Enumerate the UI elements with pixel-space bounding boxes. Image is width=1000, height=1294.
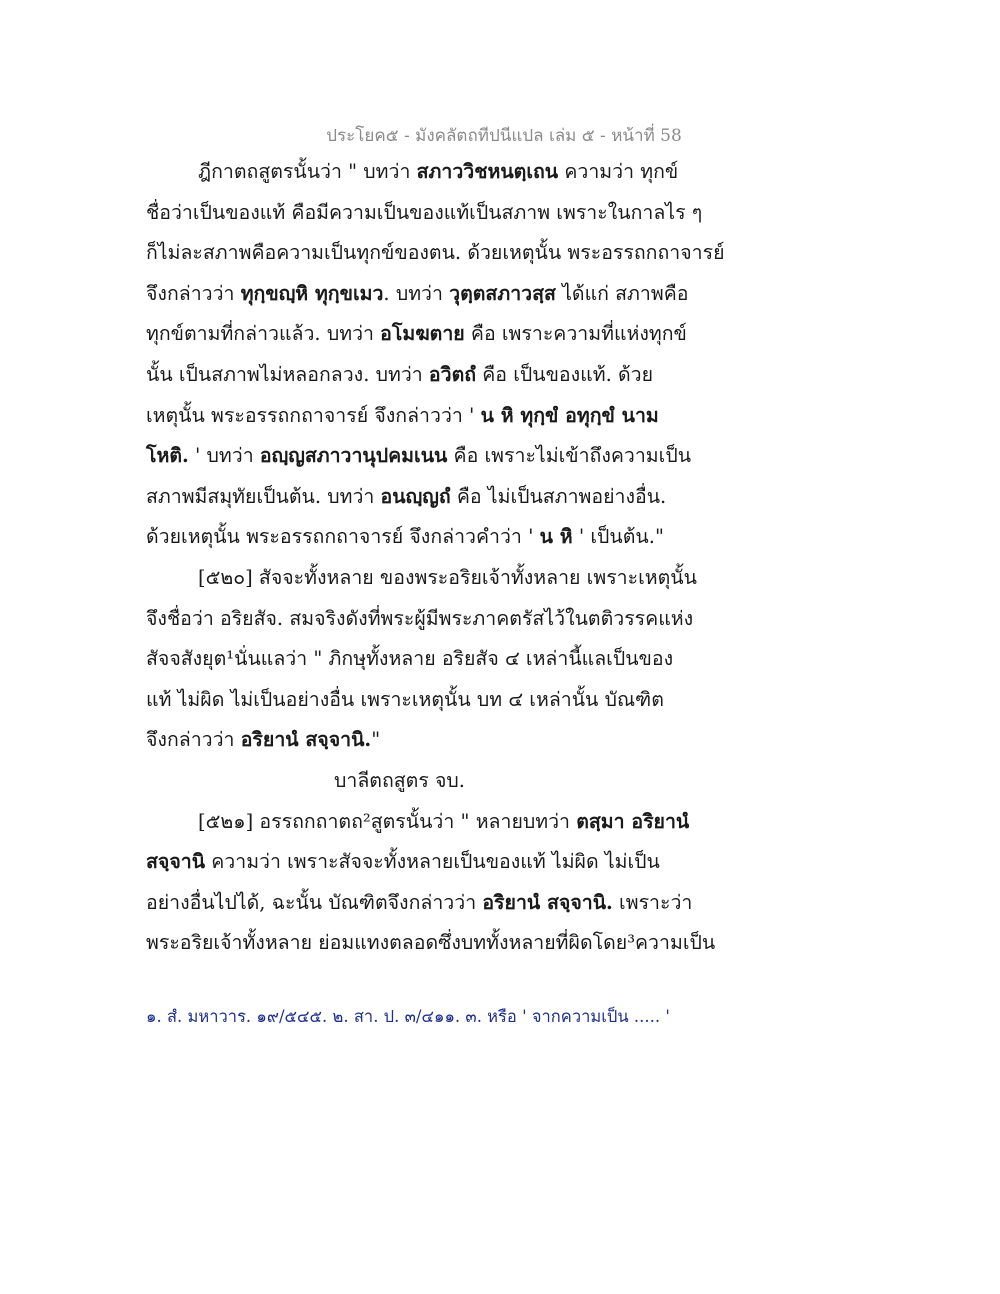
- text-segment: คือ ไม่เป็นสภาพอย่างอื่น.: [450, 484, 667, 508]
- pali-term: อวิตถํ: [428, 362, 477, 386]
- pali-term: สภาววิชหนตฺเถน: [416, 160, 559, 183]
- text-line: [146, 720, 746, 761]
- pali-term: น หิ ทุกฺขํ อทุกฺขํ นาม: [480, 403, 659, 427]
- text-segment: ฎีกาตถสูตรนั้นว่า " บทว่า: [198, 160, 417, 183]
- text-segment: . บทว่า: [383, 281, 450, 305]
- text-segment: ³: [627, 931, 636, 955]
- text-segment: คือ เพราะความที่แห่งทุกข์: [464, 322, 687, 346]
- pali-term: โหติ.: [146, 444, 189, 468]
- text-segment: ความว่า เพราะสัจจะทั้งหลายเป็นของแท้ ไม่ผิด ไม่เป็น: [205, 850, 660, 874]
- text-line: [146, 274, 746, 315]
- text-line: [146, 477, 746, 518]
- text-line: [146, 517, 746, 558]
- pali-term: อนญฺญถํ: [380, 484, 451, 508]
- text-line: [146, 233, 746, 274]
- text-segment: คือ เพราะไม่เข้าถึงความเป็น: [447, 444, 692, 468]
- text-segment: ": [371, 728, 381, 752]
- text-segment: นั้น เป็นสภาพไม่หลอกลวง. บทว่า: [146, 362, 429, 386]
- text-segment: เหตุนั้น พระอรรถกถาจารย์ จึงกล่าวว่า ': [146, 403, 481, 427]
- text-line: [146, 558, 746, 599]
- pali-term: อริยานํ สจฺจานิ.: [240, 728, 372, 752]
- text-segment: จึงกล่าวว่า: [146, 728, 241, 752]
- text-line: [146, 761, 746, 802]
- text-segment: สูตรนั้นว่า " หลายบทว่า: [370, 809, 577, 833]
- text-segment: นั่นแลว่า " ภิกษุทั้งหลาย อริยสัจ ๔ เหล่านี้แลเป็นของ: [234, 647, 674, 671]
- text-line: [146, 152, 746, 193]
- text-line: [146, 355, 746, 396]
- text-segment: ²: [362, 809, 371, 833]
- footnotes: ๑. สํ. มหาวาร. ๑๙/๕๔๕. ๒. สา. ป. ๓/๔๑๑. ๓. หรือ ' จากความเป็น ..... ': [146, 1007, 670, 1026]
- text-segment: อย่างอื่นไปได้, ฉะนั้น บัณฑิตจึงกล่าวว่า: [146, 890, 483, 914]
- text-segment: ก็ไม่ละสภาพคือความเป็นทุกข์ของตน. ด้วยเหตุนั้น พระอรรถกถาจารย์: [146, 241, 725, 265]
- pali-term: อญฺญสภาวานุปคมเนน: [259, 444, 448, 468]
- text-segment: [๕๒๑] อรรถกถาตถ: [198, 809, 363, 833]
- text-segment: เพราะว่า: [612, 890, 693, 914]
- text-line: [146, 599, 746, 640]
- pali-term: ทุกฺขญฺหิ ทุกฺขเมว: [240, 281, 384, 305]
- pali-term: น หิ: [539, 525, 573, 549]
- text-line: [146, 436, 746, 477]
- text-line: [146, 883, 746, 924]
- pali-term: อโมฆตาย: [380, 322, 465, 346]
- text-segment: ชื่อว่าเป็นของแท้ คือมีความเป็นของแท้เป็นสภาพ เพราะในกาลไร ๆ: [146, 200, 703, 224]
- text-segment: พระอริยเจ้าทั้งหลาย ย่อมแทงตลอดซึ่งบททั้งหลายที่ผิดโดย: [146, 931, 628, 955]
- pali-term: อริยานํ สจฺจานิ.: [482, 890, 613, 914]
- text-segment: แท้ ไม่ผิด ไม่เป็นอย่างอื่น เพราะเหตุนั้น บท ๔ เหล่านั้น บัณฑิต: [146, 687, 664, 711]
- text-segment: สัจจสังยุต: [146, 647, 227, 671]
- text-line: [146, 396, 746, 437]
- text-line: [146, 923, 746, 964]
- text-segment: ' บทว่า: [188, 444, 260, 468]
- text-segment: สภาพมีสมุทัยเป็นต้น. บทว่า: [146, 484, 381, 508]
- text-segment: ' เป็นต้น.": [572, 525, 664, 549]
- text-segment: [๕๒๐] สัจจะทั้งหลาย ของพระอริยเจ้าทั้งหลาย เพราะเหตุนั้น: [198, 565, 697, 589]
- pali-term: ตสฺมา อริยานํ: [576, 809, 690, 833]
- text-segment: ทุกข์ตามที่กล่าวแล้ว. บทว่า: [146, 322, 381, 346]
- text-line: [146, 680, 746, 721]
- running-header: ประโยค๕ - มังคลัตถทีปนีแปล เล่ม ๕ - หน้าที่ 58: [326, 126, 682, 146]
- text-line: [146, 802, 746, 843]
- text-line: [146, 639, 746, 680]
- pali-term: สจฺจานิ: [146, 850, 206, 874]
- text-line: [146, 314, 746, 355]
- text-segment: คือ เป็นของแท้. ด้วย: [476, 362, 654, 386]
- text-segment: จึงกล่าวว่า: [146, 281, 241, 305]
- text-line: [146, 193, 746, 234]
- text-segment: ด้วยเหตุนั้น พระอรรถกถาจารย์ จึงกล่าวคำว่า ': [146, 525, 540, 549]
- text-segment: ความว่า ทุกข์: [558, 160, 679, 183]
- text-segment: จึงชื่อว่า อริยสัจ. สมจริงดังที่พระผู้มีพระภาคตรัสไว้ในตติวรรคแห่ง: [146, 606, 694, 630]
- text-segment: ความเป็น: [635, 931, 716, 955]
- text-segment: ได้แก่ สภาพคือ: [555, 281, 689, 305]
- body-text: [146, 152, 746, 964]
- text-segment: ¹: [226, 647, 235, 671]
- text-line: [146, 842, 746, 883]
- text-segment: บาลีตถสูตร จบ.: [334, 768, 465, 792]
- pali-term: วุตฺตสภาวสฺส: [449, 281, 556, 305]
